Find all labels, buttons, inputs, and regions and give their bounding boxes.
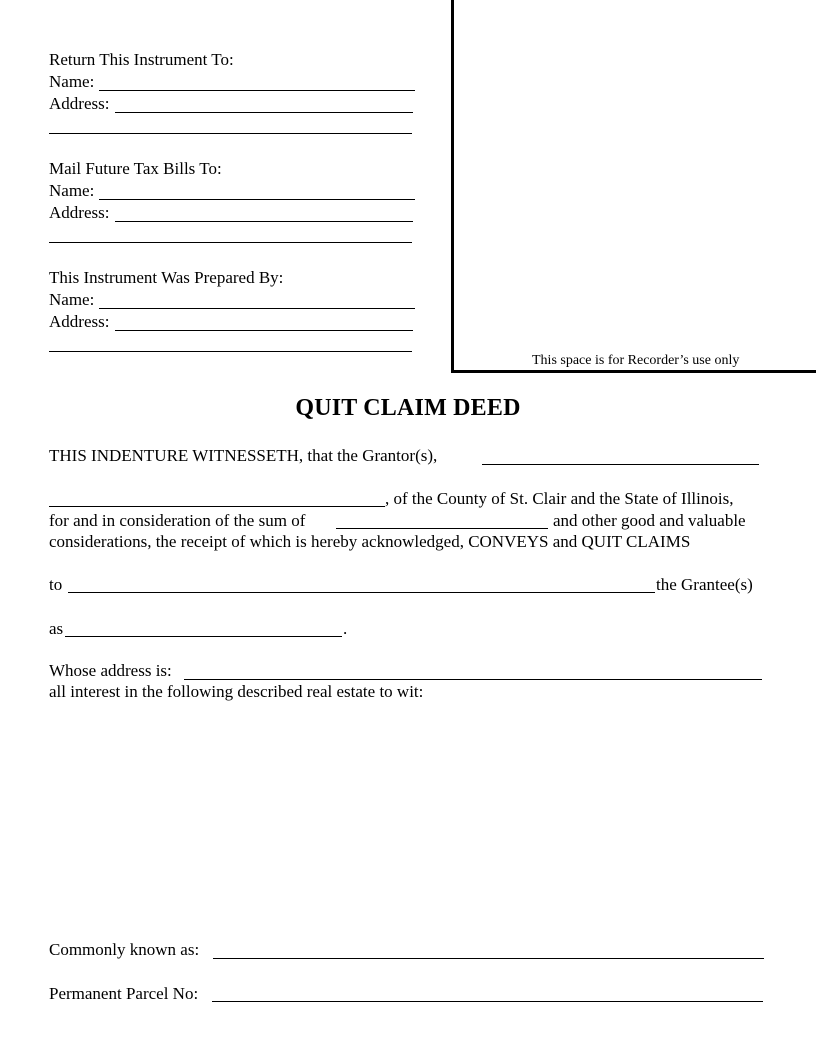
tax-address-field-2[interactable]	[49, 242, 412, 243]
tax-heading: Mail Future Tax Bills To:	[49, 159, 222, 178]
county-text: , of the County of St. Clair and the State of Illinois,	[385, 489, 734, 508]
consideration-amount-field[interactable]	[336, 528, 548, 529]
grantee-label: the Grantee(s)	[656, 575, 753, 594]
prepared-address-field-2[interactable]	[49, 351, 412, 352]
return-address-field[interactable]	[115, 112, 413, 113]
tax-name-field[interactable]	[99, 199, 415, 200]
whose-address-label: Whose address is:	[49, 661, 172, 680]
conveys-line: considerations, the receipt of which is hereby acknowledged, CONVEYS and QUIT CLAIMS	[49, 532, 691, 551]
return-address-label: Address:	[49, 94, 110, 113]
to-label: to	[49, 575, 63, 594]
tax-address-label: Address:	[49, 203, 110, 222]
document-title: QUIT CLAIM DEED	[295, 395, 521, 421]
return-address-field-2[interactable]	[49, 133, 412, 134]
as-period: .	[343, 619, 348, 638]
grantee-address-field[interactable]	[184, 679, 762, 680]
return-heading: Return This Instrument To:	[49, 50, 234, 69]
grantor-field-2[interactable]	[49, 506, 385, 507]
return-name-label: Name:	[49, 72, 95, 91]
consideration-prefix: for and in consideration of the sum of	[49, 511, 306, 530]
consideration-suffix: and other good and valuable	[553, 511, 746, 530]
recorder-note: This space is for Recorder’s use only	[532, 353, 740, 368]
parcel-number-field[interactable]	[212, 1001, 763, 1002]
grantor-field[interactable]	[482, 464, 759, 465]
prepared-heading: This Instrument Was Prepared By:	[49, 268, 284, 287]
recorder-use-box	[451, 0, 816, 373]
commonly-known-label: Commonly known as:	[49, 940, 200, 959]
prepared-address-field[interactable]	[115, 330, 413, 331]
tax-address-field[interactable]	[115, 221, 413, 222]
return-name-field[interactable]	[99, 90, 415, 91]
as-label: as	[49, 619, 64, 638]
parcel-label: Permanent Parcel No:	[49, 984, 199, 1003]
prepared-name-label: Name:	[49, 290, 95, 309]
as-field[interactable]	[65, 636, 342, 637]
commonly-known-field[interactable]	[213, 958, 764, 959]
grantee-field[interactable]	[68, 592, 655, 593]
real-estate-line: all interest in the following described real estate to wit:	[49, 682, 424, 701]
prepared-name-field[interactable]	[99, 308, 415, 309]
grantor-line-text: THIS INDENTURE WITNESSETH, that the Grantor(s),	[49, 446, 438, 465]
tax-name-label: Name:	[49, 181, 95, 200]
prepared-address-label: Address:	[49, 312, 110, 331]
